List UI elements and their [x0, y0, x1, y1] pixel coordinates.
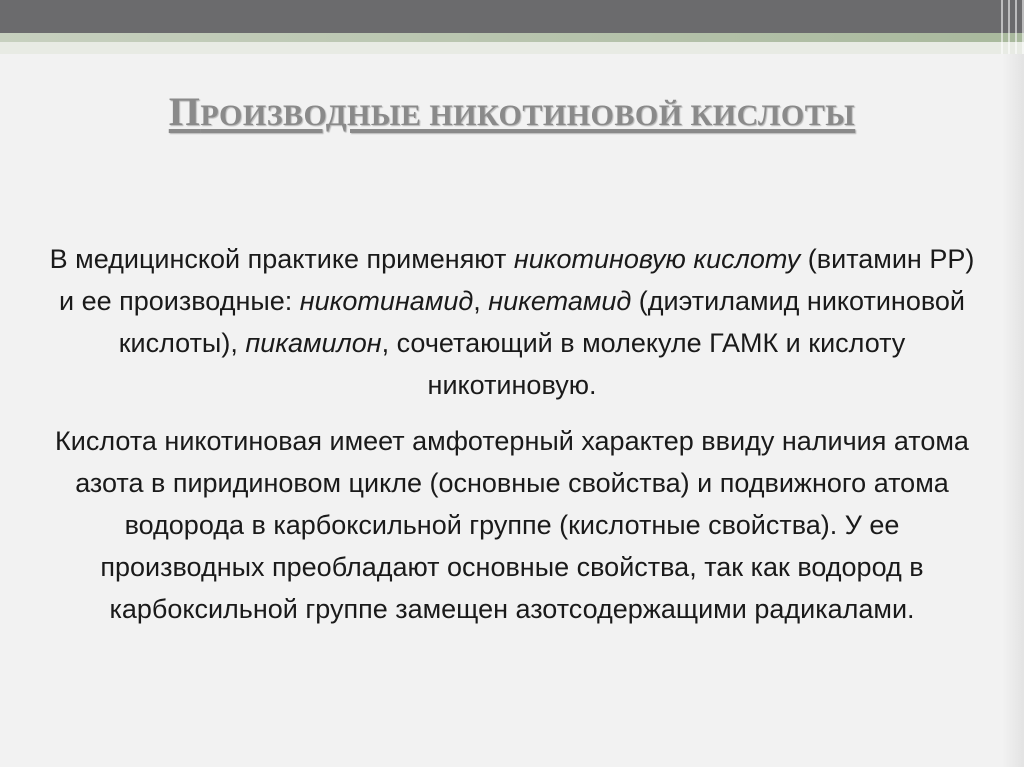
top-dark-bar	[0, 0, 1024, 33]
title-initial: П	[168, 89, 201, 134]
top-green-stripe	[0, 33, 1024, 42]
p1-italic-picamilon: пикамилон	[245, 328, 382, 358]
p1-italic-niketamide: никетамид	[488, 286, 632, 316]
p1-italic-nicotinic-acid: никотиновую кислоту	[513, 244, 801, 274]
corner-decoration	[996, 0, 1024, 54]
p1-italic-nicotinamide: никотинамид	[299, 286, 474, 316]
paragraph-amphoteric: Кислота никотиновая имеет амфотерный характер ввиду наличия атома азота в пиридиновом цикле (основные свойства) и подвижного атома водорода в карбоксильной группе (кислотные свойства). У ее производных преобладают основные свойства, так как водород в карбоксильной группе замещен азотсодержащими радикалами.	[55, 426, 969, 624]
p1-text-5: , сочетающий в молекуле ГАМК и кислоту никотиновую.	[381, 328, 906, 400]
p1-text-4: (диэтиламид никотиновой кислоты),	[118, 286, 965, 358]
slide-title	[0, 88, 1024, 135]
p1-text-1: В медицинской практике применяют	[49, 244, 514, 274]
slide-body	[40, 238, 984, 630]
paragraph-derivatives	[40, 238, 984, 406]
top-light-stripe	[0, 42, 1024, 54]
p1-text-3: ,	[473, 286, 489, 316]
title-rest: РОИЗВОДНЫЕ НИКОТИНОВОЙ КИСЛОТЫ	[200, 99, 856, 132]
p1-text-2: (витамин РР) и ее производные:	[59, 244, 975, 316]
right-edge-shadow	[1002, 54, 1024, 767]
